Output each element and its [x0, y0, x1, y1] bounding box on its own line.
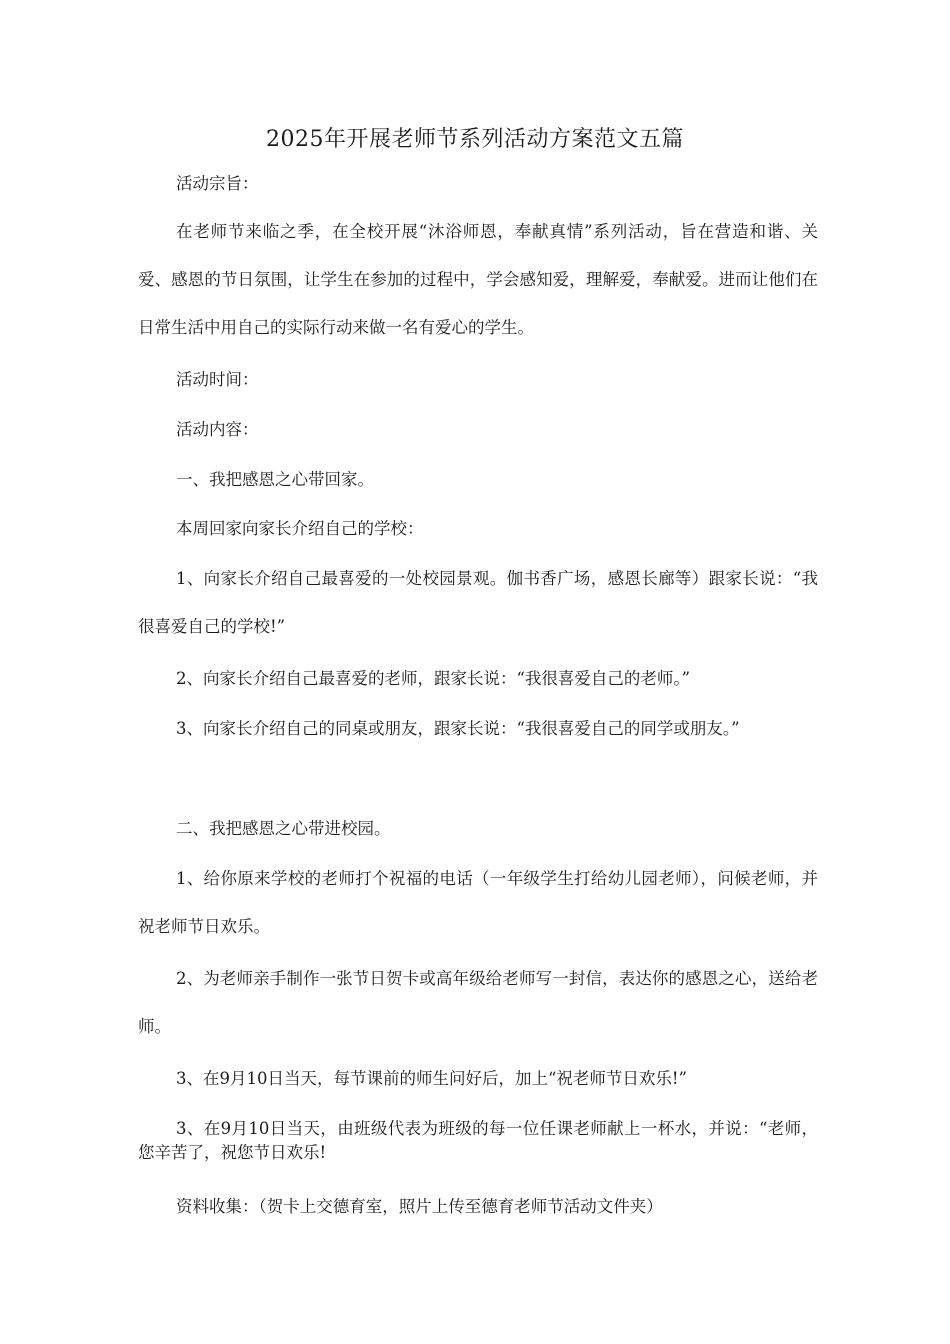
section-two-heading: 二、我把感恩之心带进校园。 — [176, 819, 391, 838]
section-two-item-3b: 3、在9月10日当天，由班级代表为班级的每一位任课老师献上一杯水，并说：“老师，您辛苦了，祝您节日欢乐! — [138, 1119, 818, 1162]
paragraph-purpose-text: 在老师节来临之季，在全校开展“沐浴师恩，奉献真情”系列活动，旨在营造和谐、关爱、感恩的节日氛围，让学生在参加的过程中，学会感知爱，理解爱，奉献爱。进而让他们在日常生活中用自己的实际行动来做一名有爱心的学生。 — [138, 222, 818, 337]
heading-content: 活动内容： — [176, 420, 259, 439]
section-two-item-3a: 3、在9月10日当天，每节课前的师生问好后，加上“祝老师节日欢乐!” — [176, 1069, 687, 1088]
section-one-item-2: 2、向家长介绍自己最喜爱的老师，跟家长说：“我很喜爱自己的老师。” — [176, 669, 691, 688]
material-collection: 资料收集：（贺卡上交德育室，照片上传至德育老师节活动文件夹） — [176, 1197, 663, 1216]
section-one-item-1: 1、向家长介绍自己最喜爱的一处校园景观。伽书香广场，感恩长廊等）跟家长说：“我很喜爱自己的学校!” — [138, 569, 818, 636]
section-two-item-2: 2、为老师亲手制作一张节日贺卡或高年级给老师写一封信，表达你的感恩之心，送给老师。 — [138, 969, 818, 1036]
section-two-item-1: 1、给你原来学校的老师打个祝福的电话（一年级学生打给幼儿园老师），问候老师，并祝老师节日欢乐。 — [138, 869, 818, 936]
heading-time: 活动时间： — [176, 370, 259, 389]
heading-purpose: 活动宗旨： — [176, 174, 259, 193]
document-title: 2025年开展老师节系列活动方案范文五篇 — [266, 127, 684, 152]
section-one-item-3: 3、向家长介绍自己的同桌或朋友，跟家长说：“我很喜爱自己的同学或朋友。” — [176, 719, 740, 738]
section-one-intro: 本周回家向家长介绍自己的学校： — [176, 519, 424, 538]
section-one-heading: 一、我把感恩之心带回家。 — [176, 470, 374, 489]
